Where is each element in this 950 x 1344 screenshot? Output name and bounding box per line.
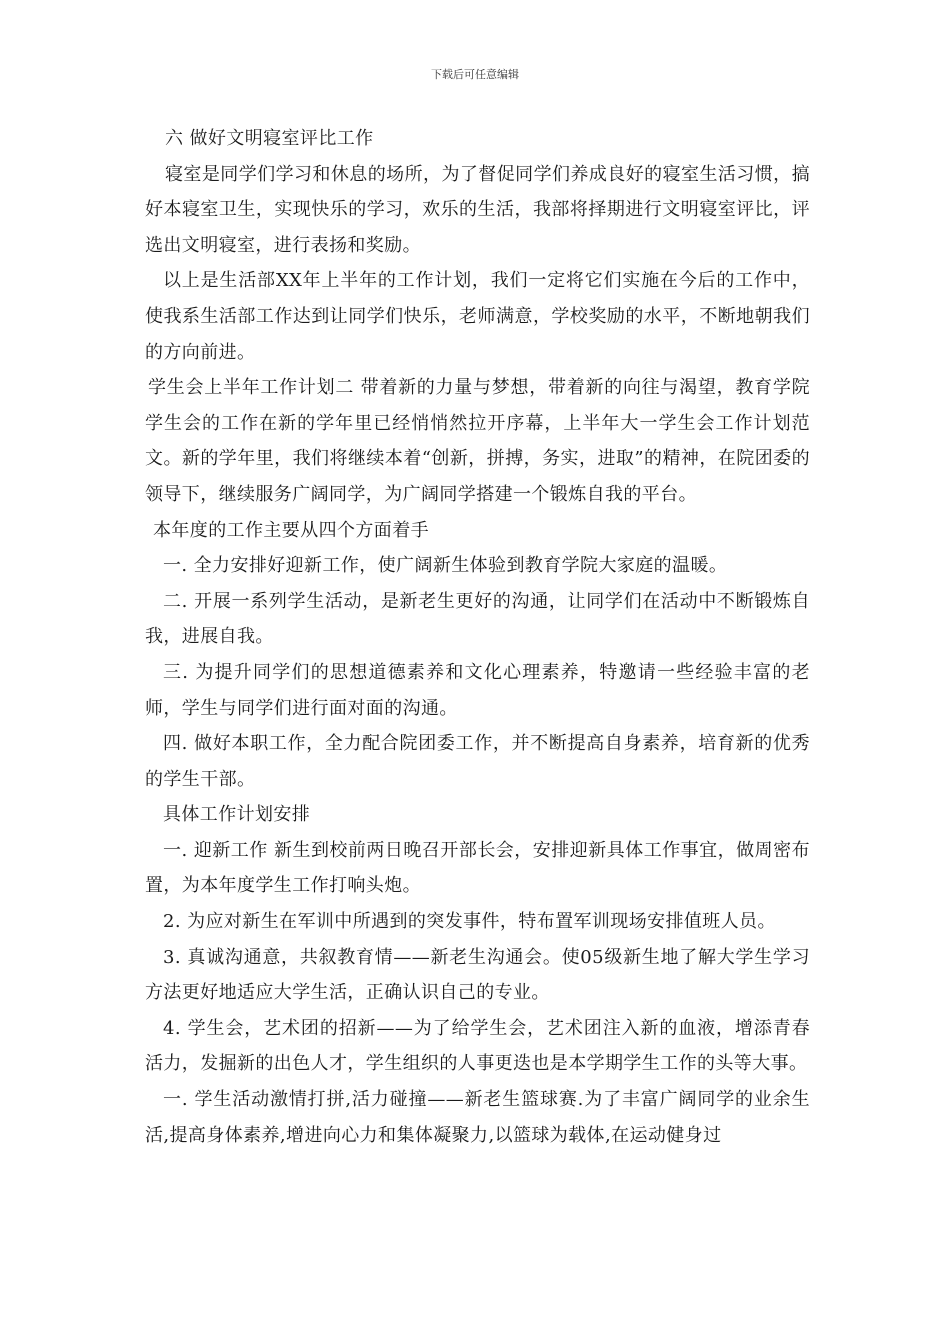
paragraph: 二. 开展一系列学生活动，是新老生更好的沟通，让同学们在活动中不断锻炼自我，进展自我。 xyxy=(145,590,810,648)
paragraph: 2. 为应对新生在军训中所遇到的突发事件，特布置军训现场安排值班人员。 xyxy=(163,911,776,933)
paragraph: 寝室是同学们学习和休息的场所，为了督促同学们养成良好的寝室生活习惯，搞好本寝室卫生，实现快乐的学习，欢乐的生活，我部将择期进行文明寝室评比，评选出文明寝室，进行表扬和奖励。 xyxy=(145,163,810,256)
paragraph: 3. 真诚沟通意，共叙教育情——新老生沟通会。使05级新生地了解大学生学习方法更好地适应大学生活，正确认识自己的专业。 xyxy=(145,946,810,1004)
paragraph: 一. 全力安排好迎新工作，使广阔新生体验到教育学院大家庭的温暖。 xyxy=(163,555,728,577)
paragraph: 六 做好文明寝室评比工作 xyxy=(165,128,374,149)
paragraph: 学生会上半年工作计划二 带着新的力量与梦想，带着新的向往与渴望，教育学院学生会的工作在新的学年里已经悄悄然拉开序幕，上半年大一学生会工作计划范文。新的学年里，我们将继续本着“创新，拼搏，务实，进取”的精神，在院团委的领导下，继续服务广阔同学，为广阔同学搭建一个锻炼自我的平台。 xyxy=(145,377,810,505)
paragraph: 一. 迎新工作 新生到校前两日晚召开部长会，安排迎新具体工作事宜，做周密布置，为本年度学生工作打响头炮。 xyxy=(145,839,810,897)
page-header: 下载后可任意编辑 xyxy=(431,68,519,81)
paragraph: 四. 做好本职工作，全力配合院团委工作，并不断提高自身素养，培育新的优秀的学生干部。 xyxy=(145,733,810,790)
paragraph: 具体工作计划安排 xyxy=(163,804,311,826)
paragraph: 以上是生活部XX年上半年的工作计划，我们一定将它们实施在今后的工作中，使我系生活部工作达到让同学们快乐，老师满意，学校奖励的水平，不断地朝我们的方向前进。 xyxy=(145,270,810,363)
document-body xyxy=(145,121,810,1153)
paragraph: 一. 学生活动激情打拼,活力碰撞——新老生篮球赛.为了丰富广阔同学的业余生活,提高身体素养,增进向心力和集体凝聚力,以篮球为载体,在运动健身过 xyxy=(145,1089,810,1146)
paragraph: 本年度的工作主要从四个方面着手 xyxy=(153,519,429,541)
paragraph: 三. 为提升同学们的思想道德素养和文化心理素养，特邀请一些经验丰富的老师，学生与同学们进行面对面的沟通。 xyxy=(145,661,810,719)
paragraph: 4. 学生会，艺术团的招新——为了给学生会，艺术团注入新的血液，增添青春活力，发掘新的出色人才，学生组织的人事更迭也是本学期学生工作的头等大事。 xyxy=(145,1017,810,1075)
